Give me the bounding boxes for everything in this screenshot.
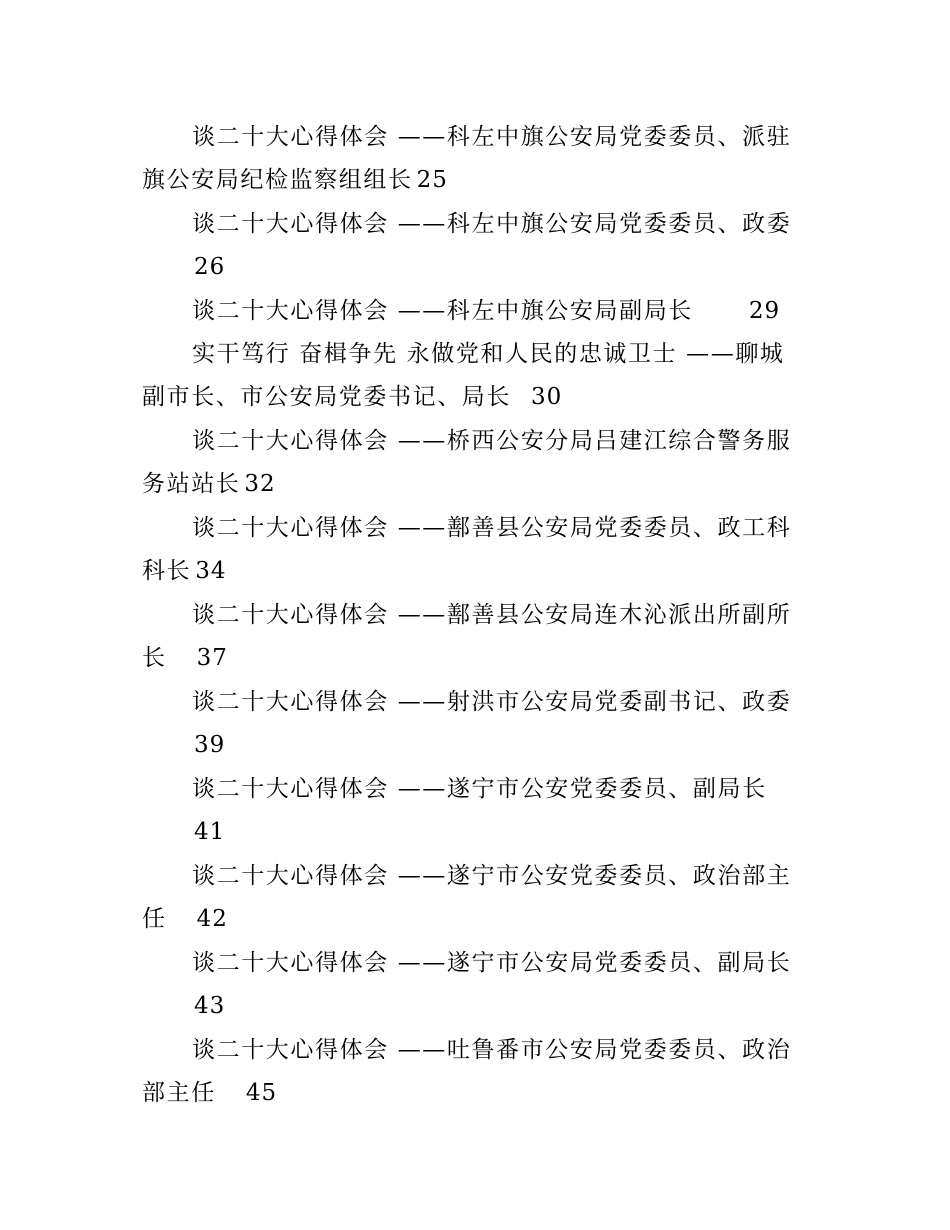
toc-entry[interactable] [142,116,802,203]
toc-entry-title: 谈二十大心得体会 ——桥西公安分局吕建江综合警务服务站站长 [142,428,792,498]
toc-entry-page-number: 37 [196,645,228,672]
toc-entry-title: 谈二十大心得体会 ——科左中旗公安局党委委员、派驻旗公安局纪检监察组组长 [142,124,792,194]
toc-entry-page-number: 32 [244,471,276,498]
toc-entry-title: 谈二十大心得体会 ——科左中旗公安局党委委员、政委 [192,211,792,237]
toc-entry[interactable] [142,1029,802,1116]
toc-entry[interactable] [142,290,802,333]
toc-entry-title: 谈二十大心得体会 ——遂宁市公安党委委员、政治部主任 [142,863,792,933]
toc-entry-title: 谈二十大心得体会 ——鄯善县公安局连木沁派出所副所长 [142,602,792,672]
toc-entry[interactable] [142,942,802,1029]
toc-entry-title: 谈二十大心得体会 ——鄯善县公安局党委委员、政工科科长 [142,515,792,585]
toc-entry-page-number: 34 [195,558,227,585]
toc-entry[interactable] [142,203,802,290]
toc-entry-title: 谈二十大心得体会 ——射洪市公安局党委副书记、政委 [192,689,792,715]
toc-entry-page-number: 30 [531,384,563,411]
toc-entry-page-number: 42 [196,906,228,933]
toc-entry[interactable] [142,681,802,768]
toc-entry[interactable] [142,333,802,420]
toc-entry-page-number: 43 [194,993,226,1020]
toc-entry[interactable] [142,768,802,855]
toc-entry-page-number: 39 [194,732,226,759]
toc-entry-title: 谈二十大心得体会 ——遂宁市公安局党委委员、副局长 [192,950,792,976]
toc-entry-title: 实干笃行 奋楫争先 永做党和人民的忠诚卫士 ——聊城副市长、市公安局党委书记、局长 [142,341,785,411]
toc-entry[interactable] [142,420,802,507]
toc-entry-page-number: 41 [194,819,226,846]
toc-entry-page-number: 26 [194,254,226,281]
toc-entry-page-number: 45 [245,1080,278,1107]
toc-entry[interactable] [142,855,802,942]
toc-entry[interactable] [142,594,802,681]
toc-entry-title: 谈二十大心得体会 ——科左中旗公安局副局长 [192,298,693,324]
toc-entry-title: 谈二十大心得体会 ——吐鲁番市公安局党委委员、政治部主任 [142,1037,792,1107]
toc-entry-title: 谈二十大心得体会 ——遂宁市公安党委委员、副局长 [192,776,767,802]
toc-entry[interactable] [142,507,802,594]
toc-entry-page-number: 29 [748,298,781,324]
toc-entry-page-number: 25 [416,167,448,194]
